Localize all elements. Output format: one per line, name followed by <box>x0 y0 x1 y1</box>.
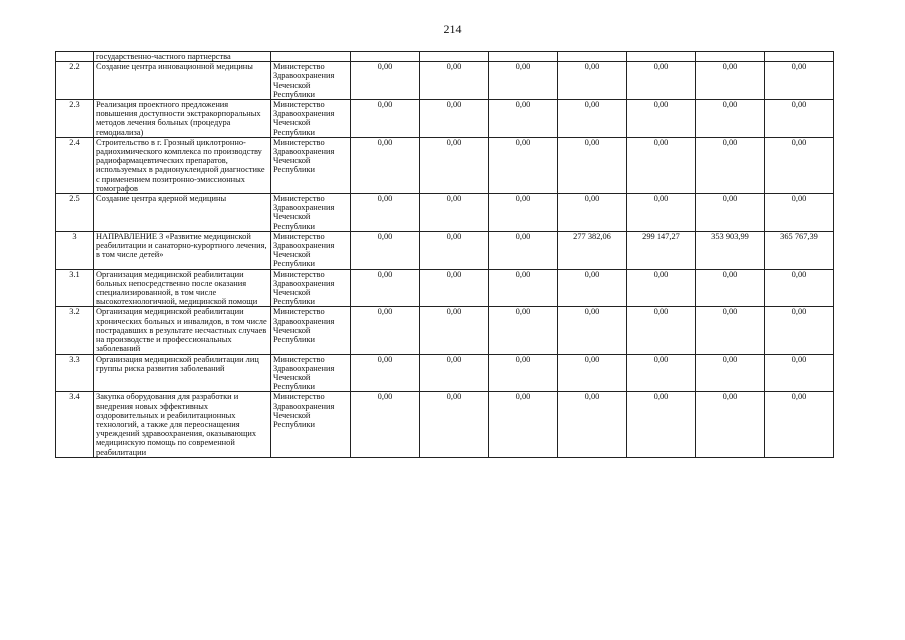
funding-value: 0,00 <box>351 354 420 392</box>
responsible-org: Министерство Здравоохранения Чеченской Республики <box>271 269 351 307</box>
table-row <box>56 62 834 100</box>
table-row <box>56 354 834 392</box>
funding-value: 0,00 <box>351 194 420 232</box>
funding-value: 0,00 <box>627 269 696 307</box>
funding-value: 0,00 <box>558 307 627 354</box>
measure-name: Закупка оборудования для разработки и внедрения новых эффективных оздоровительных и реабилитационных технологий, а также для переоснащения учреждений здравоохранения, оказывающих медицинскую помощь по современной реабилитации <box>94 392 271 457</box>
funding-value: 0,00 <box>696 62 765 100</box>
funding-value: 0,00 <box>627 392 696 457</box>
funding-value: 0,00 <box>420 392 489 457</box>
funding-value: 0,00 <box>765 307 834 354</box>
table-row <box>56 269 834 307</box>
funding-value: 0,00 <box>558 100 627 138</box>
funding-value: 0,00 <box>696 194 765 232</box>
funding-value: 0,00 <box>420 62 489 100</box>
funding-value: 0,00 <box>627 354 696 392</box>
funding-value: 277 382,06 <box>558 231 627 269</box>
funding-value: 353 903,99 <box>696 231 765 269</box>
funding-value: 0,00 <box>765 392 834 457</box>
measure-name: Организация медицинской реабилитации хронических больных и инвалидов, в том числе пострадавших в результате несчастных случаев на производстве и профессиональных заболеваний <box>94 307 271 354</box>
funding-value: 0,00 <box>627 194 696 232</box>
funding-value: 0,00 <box>489 269 558 307</box>
table-row <box>56 307 834 354</box>
funding-value <box>558 52 627 62</box>
responsible-org: Министерство Здравоохранения Чеченской Республики <box>271 100 351 138</box>
funding-value: 0,00 <box>627 62 696 100</box>
funding-value: 0,00 <box>489 194 558 232</box>
measure-name: Организация медицинской реабилитации лиц группы риска развития заболеваний <box>94 354 271 392</box>
funding-value: 299 147,27 <box>627 231 696 269</box>
row-number: 3.2 <box>56 307 94 354</box>
table-row <box>56 392 834 457</box>
row-number: 2.2 <box>56 62 94 100</box>
funding-value: 0,00 <box>489 392 558 457</box>
row-number: 2.3 <box>56 100 94 138</box>
funding-value: 0,00 <box>420 354 489 392</box>
funding-value: 0,00 <box>420 231 489 269</box>
row-number: 2.5 <box>56 194 94 232</box>
row-number: 3.3 <box>56 354 94 392</box>
funding-value: 0,00 <box>489 307 558 354</box>
funding-value: 0,00 <box>351 307 420 354</box>
funding-value: 0,00 <box>627 100 696 138</box>
table-row <box>56 194 834 232</box>
funding-value: 0,00 <box>558 392 627 457</box>
funding-value: 0,00 <box>489 231 558 269</box>
responsible-org: Министерство Здравоохранения Чеченской Республики <box>271 62 351 100</box>
measure-name: Создание центра ядерной медицины <box>94 194 271 232</box>
funding-value: 0,00 <box>351 100 420 138</box>
funding-value: 0,00 <box>558 354 627 392</box>
row-number: 3.1 <box>56 269 94 307</box>
funding-value: 0,00 <box>765 354 834 392</box>
funding-value: 0,00 <box>351 231 420 269</box>
funding-value <box>489 52 558 62</box>
funding-value: 0,00 <box>351 137 420 193</box>
funding-value: 0,00 <box>765 269 834 307</box>
funding-value: 0,00 <box>420 307 489 354</box>
funding-value: 365 767,39 <box>765 231 834 269</box>
measure-name: государственно-частного партнерства <box>94 52 271 62</box>
funding-value <box>765 52 834 62</box>
row-number: 2.4 <box>56 137 94 193</box>
funding-value: 0,00 <box>351 392 420 457</box>
funding-table <box>55 51 834 458</box>
funding-value <box>351 52 420 62</box>
table-row <box>56 137 834 193</box>
table-row <box>56 100 834 138</box>
funding-value: 0,00 <box>351 269 420 307</box>
funding-value: 0,00 <box>558 137 627 193</box>
funding-value: 0,00 <box>765 194 834 232</box>
funding-value: 0,00 <box>489 100 558 138</box>
funding-value: 0,00 <box>627 137 696 193</box>
funding-value: 0,00 <box>489 354 558 392</box>
measure-name: Реализация проектного предложения повышения доступности экстракорпоральных методов лечения больных (процедура гемодиализа) <box>94 100 271 138</box>
funding-value: 0,00 <box>351 62 420 100</box>
responsible-org: Министерство Здравоохранения Чеченской Республики <box>271 137 351 193</box>
funding-value: 0,00 <box>696 354 765 392</box>
funding-value: 0,00 <box>765 62 834 100</box>
funding-value: 0,00 <box>489 137 558 193</box>
measure-name: НАПРАВЛЕНИЕ 3 «Развитие медицинской реабилитации и санаторно-курортного лечения, в том числе детей» <box>94 231 271 269</box>
funding-value: 0,00 <box>696 100 765 138</box>
measure-name: Создание центра инновационной медицины <box>94 62 271 100</box>
funding-value: 0,00 <box>696 307 765 354</box>
responsible-org: Министерство Здравоохранения Чеченской Республики <box>271 194 351 232</box>
funding-value: 0,00 <box>558 194 627 232</box>
page-number: 214 <box>443 22 462 36</box>
responsible-org: Министерство Здравоохранения Чеченской Республики <box>271 392 351 457</box>
funding-value: 0,00 <box>558 269 627 307</box>
funding-value <box>420 52 489 62</box>
funding-value: 0,00 <box>696 392 765 457</box>
funding-value: 0,00 <box>696 269 765 307</box>
responsible-org: Министерство Здравоохранения Чеченской Республики <box>271 231 351 269</box>
measure-name: Организация медицинской реабилитации больных непосредственно после оказания специализированной, в том числе высокотехнологичной, медицинской помощи <box>94 269 271 307</box>
table-row <box>56 231 834 269</box>
funding-value: 0,00 <box>696 137 765 193</box>
funding-value: 0,00 <box>420 137 489 193</box>
funding-value: 0,00 <box>558 62 627 100</box>
responsible-org <box>271 52 351 62</box>
funding-value: 0,00 <box>420 269 489 307</box>
row-number: 3 <box>56 231 94 269</box>
row-number: 3.4 <box>56 392 94 457</box>
funding-value: 0,00 <box>627 307 696 354</box>
funding-value: 0,00 <box>765 100 834 138</box>
funding-value: 0,00 <box>420 100 489 138</box>
table-row <box>56 52 834 62</box>
responsible-org: Министерство Здравоохранения Чеченской Республики <box>271 354 351 392</box>
funding-value <box>696 52 765 62</box>
funding-value: 0,00 <box>765 137 834 193</box>
row-number <box>56 52 94 62</box>
table-body <box>56 52 834 458</box>
funding-value: 0,00 <box>489 62 558 100</box>
responsible-org: Министерство Здравоохранения Чеченской Республики <box>271 307 351 354</box>
funding-value <box>627 52 696 62</box>
funding-value: 0,00 <box>420 194 489 232</box>
measure-name: Строительство в г. Грозный циклотронно-радиохимического комплекса по производству радиофармацевтических препаратов, используемых в радионуклеидной диагностике с применением позитронно-эмиссионных томографов <box>94 137 271 193</box>
